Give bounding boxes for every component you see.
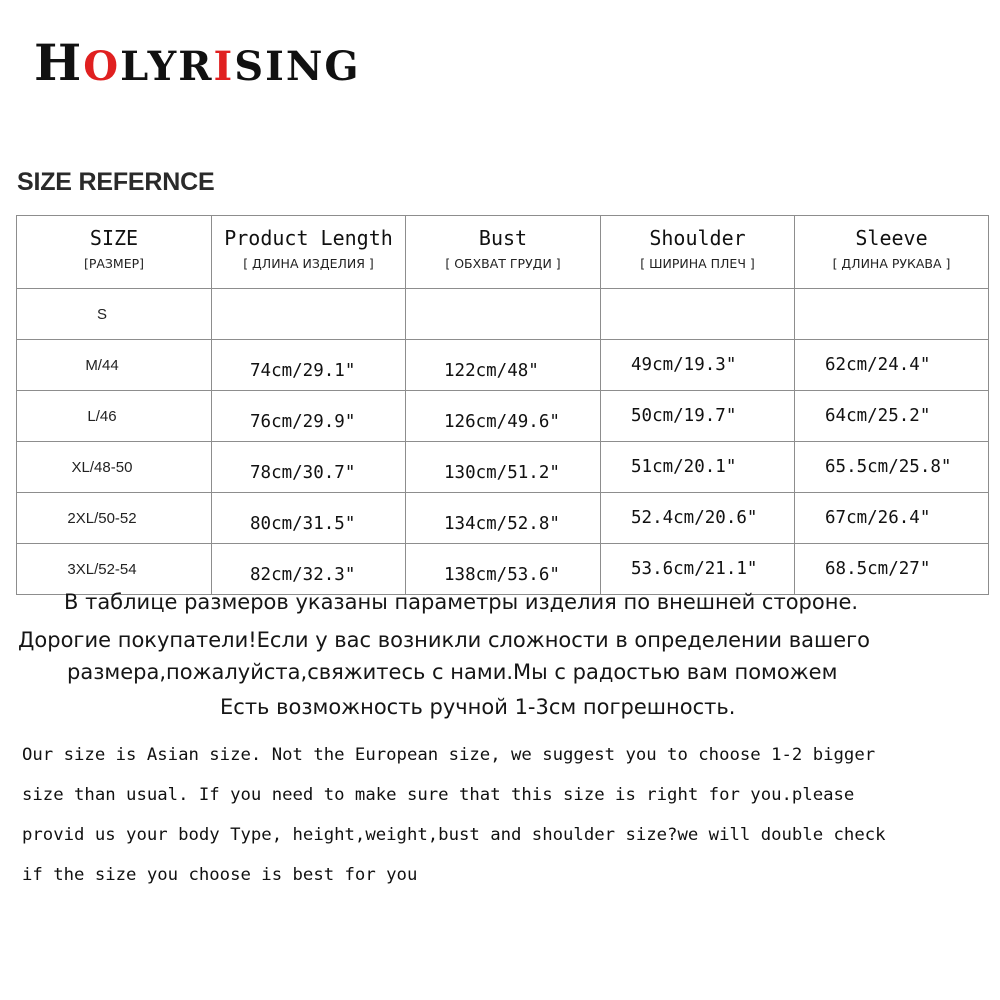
table-row xyxy=(17,442,989,493)
bust-cell: 134cm/52.8" xyxy=(406,493,601,544)
notice-en-line: size than usual. If you need to make sure that this size is right for you.please xyxy=(22,785,855,805)
size-cell: XL/48-50 xyxy=(17,442,212,493)
table-row xyxy=(17,340,989,391)
table-row xyxy=(17,289,989,340)
shoulder-cell: 53.6cm/21.1" xyxy=(601,544,795,595)
header-bust xyxy=(406,216,601,289)
sleeve-cell: 62cm/24.4" xyxy=(795,340,989,391)
header-shoulder xyxy=(601,216,795,289)
shoulder-cell: 50cm/19.7" xyxy=(601,391,795,442)
length-cell: 82cm/32.3" xyxy=(212,544,406,595)
header-sublabel: [ ОБХВАТ ГРУДИ ] xyxy=(445,255,561,271)
header-product-length xyxy=(212,216,406,289)
shoulder-cell: 49cm/19.3" xyxy=(601,340,795,391)
size-cell: M/44 xyxy=(17,340,212,391)
shoulder-cell xyxy=(601,289,795,340)
brand-logo: HOLYRISING xyxy=(34,33,361,92)
sleeve-cell: 64cm/25.2" xyxy=(795,391,989,442)
bust-cell: 122cm/48" xyxy=(406,340,601,391)
header-size xyxy=(17,216,212,289)
table-row xyxy=(17,544,989,595)
size-cell: L/46 xyxy=(17,391,212,442)
shoulder-cell: 52.4cm/20.6" xyxy=(601,493,795,544)
table-row xyxy=(17,391,989,442)
length-cell: 78cm/30.7" xyxy=(212,442,406,493)
notice-en-line: if the size you choose is best for you xyxy=(22,865,418,885)
header-label: Product Length xyxy=(224,225,393,250)
notice-en-line: provid us your body Type, height,weight,bust and shoulder size?we will double check xyxy=(22,825,886,845)
bust-cell: 126cm/49.6" xyxy=(406,391,601,442)
header-sleeve xyxy=(795,216,989,289)
sleeve-cell: 67cm/26.4" xyxy=(795,493,989,544)
size-chart-table xyxy=(16,215,989,595)
header-sublabel: [РАЗМЕР] xyxy=(83,255,145,271)
size-cell: S xyxy=(17,289,212,340)
sleeve-cell: 68.5cm/27" xyxy=(795,544,989,595)
size-cell: 3XL/52-54 xyxy=(17,544,212,595)
notice-ru-line: В таблице размеров указаны параметры изделия по внешней стороне. xyxy=(64,590,859,614)
header-label: Bust xyxy=(478,225,528,250)
header-sublabel: [ ДЛИНА ИЗДЕЛИЯ ] xyxy=(243,255,374,271)
notice-ru-line: размера,пожалуйста,свяжитесь с нами.Мы с радостью вам поможем xyxy=(67,660,838,684)
notice-en-line: Our size is Asian size. Not the European size, we suggest you to choose 1-2 bigger xyxy=(22,745,876,765)
size-cell: 2XL/50-52 xyxy=(17,493,212,544)
size-chart-header-row xyxy=(17,216,989,289)
length-cell: 76cm/29.9" xyxy=(212,391,406,442)
header-label: Sleeve xyxy=(855,225,928,250)
notice-ru-line: Есть возможность ручной 1-3см погрешность. xyxy=(220,695,736,719)
header-label: Shoulder xyxy=(649,225,746,250)
size-chart-title: SIZE REFERNCE xyxy=(17,168,215,196)
length-cell: 80cm/31.5" xyxy=(212,493,406,544)
header-sublabel: [ ШИРИНА ПЛЕЧ ] xyxy=(640,255,755,271)
notice-english xyxy=(22,742,992,902)
header-sublabel: [ ДЛИНА РУКАВА ] xyxy=(832,255,951,271)
sleeve-cell xyxy=(795,289,989,340)
bust-cell xyxy=(406,289,601,340)
shoulder-cell: 51cm/20.1" xyxy=(601,442,795,493)
length-cell xyxy=(212,289,406,340)
notice-ru-line: Дорогие покупатели!Если у вас возникли сложности в определении вашего xyxy=(18,628,871,652)
length-cell: 74cm/29.1" xyxy=(212,340,406,391)
bust-cell: 138cm/53.6" xyxy=(406,544,601,595)
sleeve-cell: 65.5cm/25.8" xyxy=(795,442,989,493)
table-row xyxy=(17,493,989,544)
header-label: SIZE xyxy=(89,225,139,250)
bust-cell: 130cm/51.2" xyxy=(406,442,601,493)
